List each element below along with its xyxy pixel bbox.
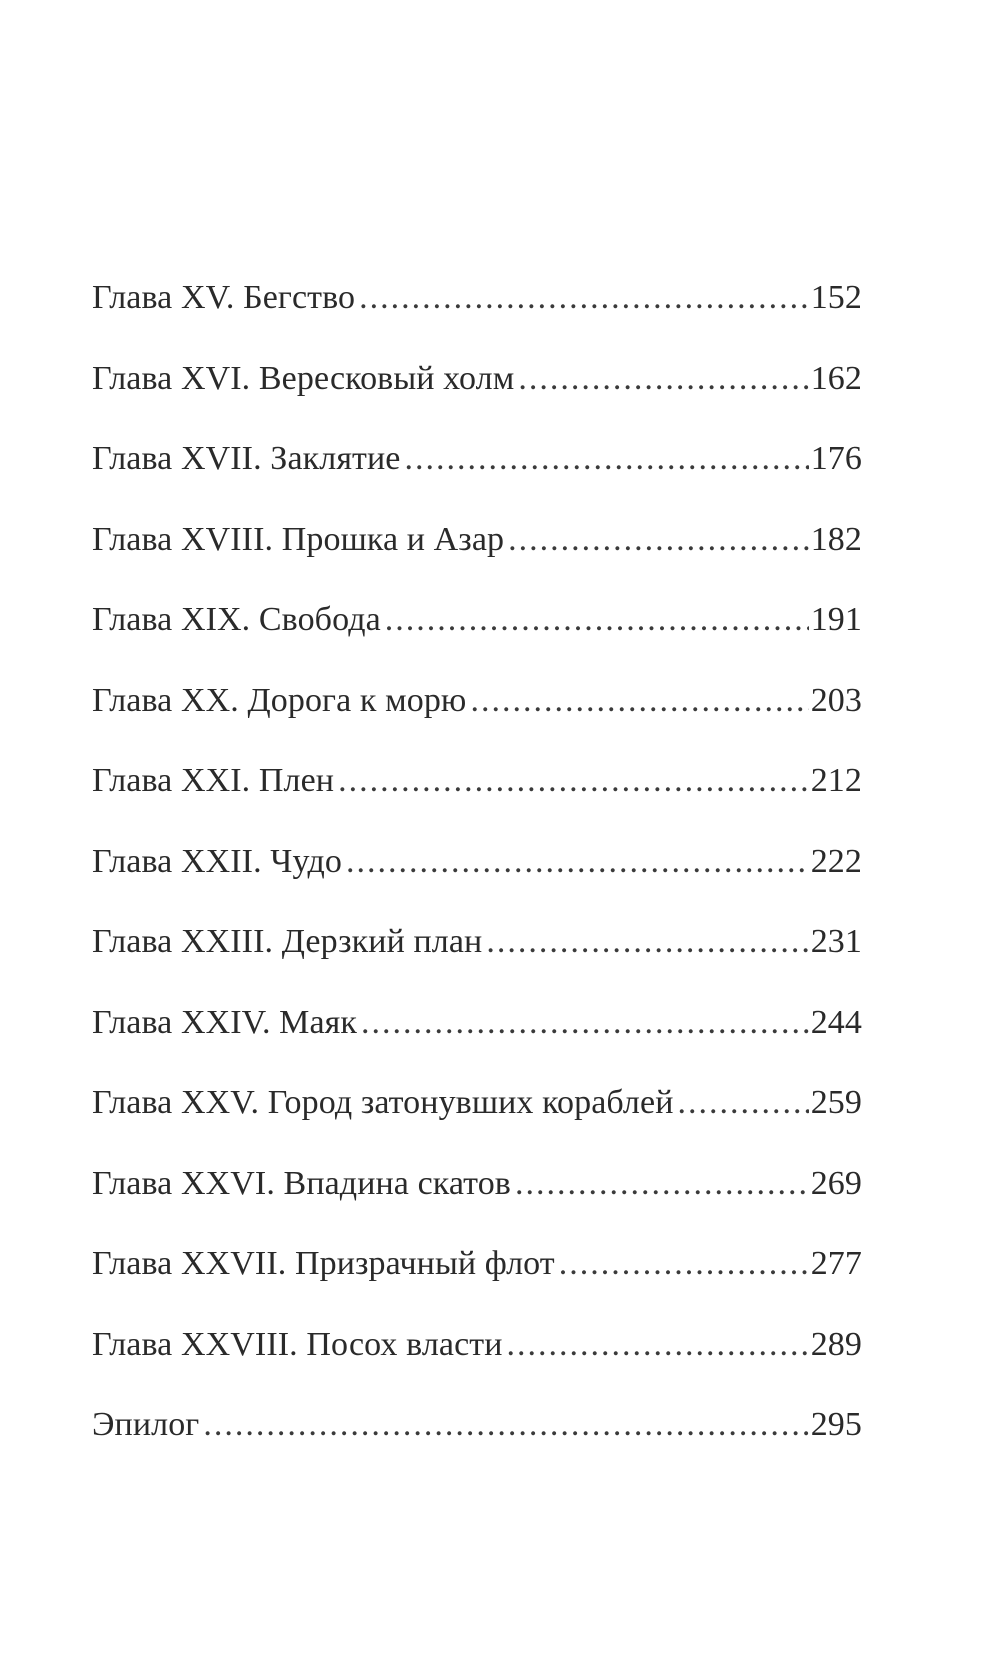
toc-entry-page: 244	[810, 1003, 862, 1041]
toc-entry-page: 277	[810, 1245, 862, 1282]
toc-entry-title: Глава XXVII. Призрачный флот	[92, 1245, 555, 1282]
toc-entry	[92, 922, 862, 1003]
toc-entry-title: Глава XIX. Свобода	[92, 601, 381, 638]
toc-dot-leader	[405, 439, 809, 479]
toc-entry	[92, 1325, 862, 1406]
toc-entry-page: 259	[810, 1084, 862, 1121]
toc-dot-leader	[203, 1405, 808, 1445]
table-of-contents	[92, 278, 862, 1486]
toc-entry-title: Глава XVIII. Прошка и Азар	[92, 520, 505, 558]
toc-dot-leader	[515, 1164, 809, 1204]
toc-entry	[92, 278, 862, 359]
toc-entry-title: Глава XVI. Вересковый холм	[92, 359, 515, 397]
toc-entry-title: Глава XXVIII. Посох власти	[92, 1325, 503, 1363]
toc-entry	[92, 842, 862, 923]
toc-entry-page: 212	[810, 762, 862, 799]
toc-entry-title: Эпилог	[92, 1406, 200, 1443]
toc-dot-leader	[507, 1325, 809, 1365]
toc-entry	[92, 520, 862, 601]
toc-dot-leader	[338, 761, 809, 801]
toc-dot-leader	[346, 842, 809, 882]
toc-dot-leader	[359, 278, 809, 318]
toc-entry	[92, 600, 862, 681]
toc-entry	[92, 1405, 862, 1486]
toc-dot-leader	[385, 600, 809, 640]
toc-entry	[92, 439, 862, 520]
toc-entry-page: 295	[810, 1406, 862, 1443]
toc-entry-page: 191	[810, 601, 862, 638]
toc-entry-page: 289	[810, 1325, 862, 1363]
toc-entry	[92, 1083, 862, 1164]
toc-dot-leader	[518, 359, 808, 399]
toc-entry	[92, 359, 862, 440]
toc-entry	[92, 1244, 862, 1325]
toc-entry-page: 176	[810, 440, 862, 477]
toc-entry-page: 203	[810, 681, 862, 719]
toc-entry-title: Глава XXIII. Дерзкий план	[92, 923, 483, 960]
toc-entry-title: Глава XVII. Заклятие	[92, 440, 401, 477]
toc-dot-leader	[559, 1244, 809, 1284]
toc-entry-title: Глава XXVI. Впадина скатов	[92, 1164, 511, 1202]
toc-entry-page: 222	[810, 842, 862, 880]
toc-entry	[92, 681, 862, 762]
toc-entry-title: Глава XXII. Чудо	[92, 842, 342, 880]
toc-dot-leader	[470, 681, 808, 721]
toc-entry-title: Глава XXI. Плен	[92, 762, 335, 799]
toc-entry-page: 269	[810, 1164, 862, 1202]
toc-entry	[92, 761, 862, 842]
toc-entry-page: 152	[810, 279, 862, 316]
toc-dot-leader	[677, 1083, 808, 1123]
toc-entry-title: Глава XV. Бегство	[92, 279, 356, 316]
toc-entry-title: Глава XXIV. Маяк	[92, 1003, 358, 1041]
toc-dot-leader	[508, 520, 809, 560]
toc-entry	[92, 1164, 862, 1245]
toc-entry-page: 231	[810, 923, 862, 960]
toc-dot-leader	[486, 922, 808, 962]
toc-dot-leader	[361, 1003, 809, 1043]
toc-entry-title: Глава XXV. Город затонувших кораблей	[92, 1084, 674, 1121]
toc-entry-page: 162	[810, 359, 862, 397]
toc-entry-title: Глава XX. Дорога к морю	[92, 681, 467, 719]
toc-entry-page: 182	[810, 520, 862, 558]
toc-entry	[92, 1003, 862, 1084]
